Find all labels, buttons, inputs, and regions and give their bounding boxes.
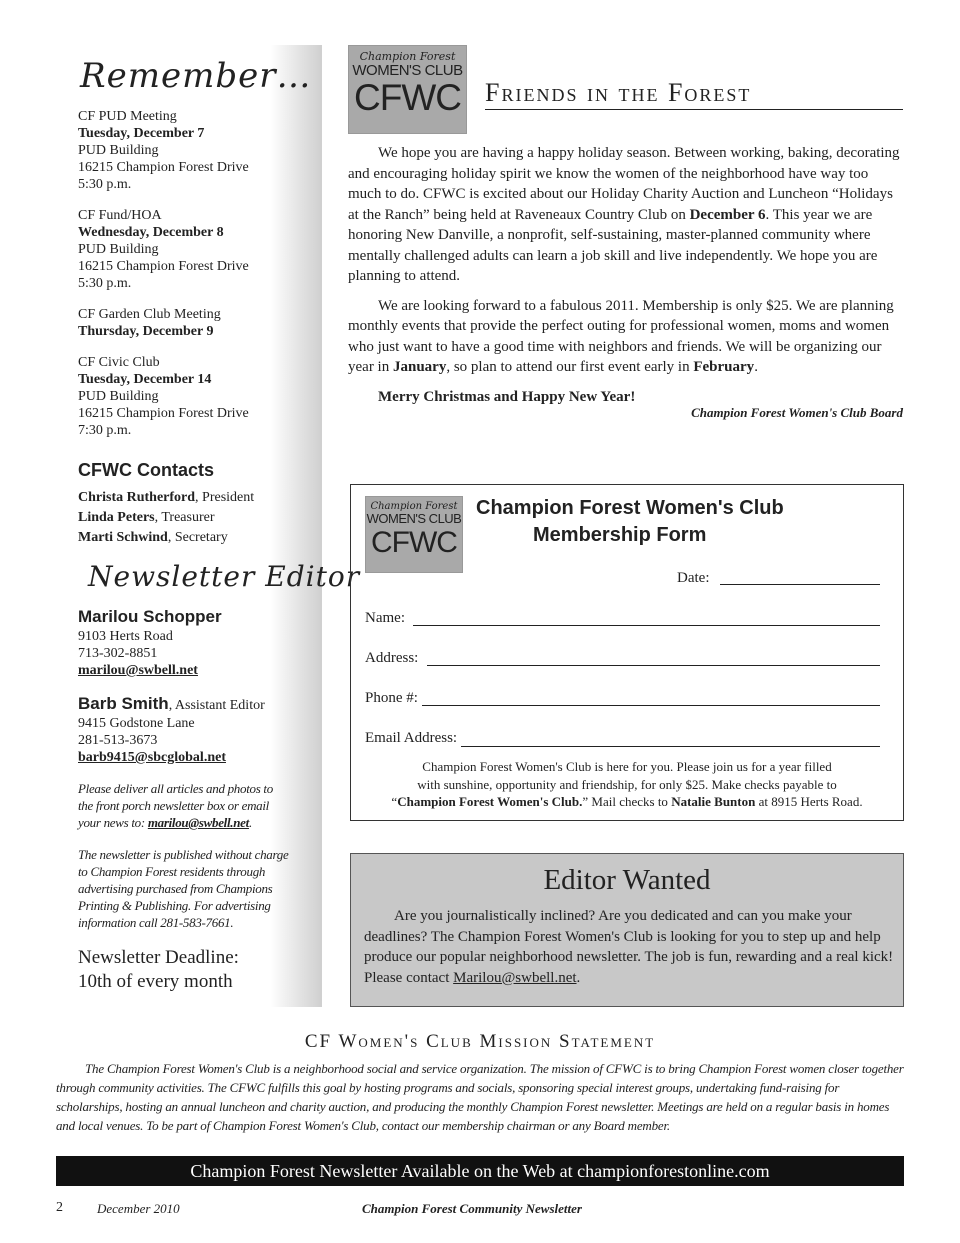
- logo-script: Champion Forest: [370, 501, 458, 512]
- contact-role: President: [198, 490, 255, 505]
- phone-label: Phone #:: [365, 690, 418, 706]
- editor-email-link[interactable]: marilou@swbell.net: [78, 663, 198, 678]
- deadline-label: Newsletter Deadline:: [78, 947, 239, 968]
- friends-paragraph-2: [348, 296, 903, 378]
- editor-name: Marilou Schopper: [78, 607, 222, 626]
- event-date: Tuesday, December 7: [78, 126, 205, 141]
- deadline-value: 10th of every month: [78, 971, 233, 992]
- logo-script: Champion Forest: [359, 50, 456, 63]
- contact-name: Linda Peters: [78, 510, 155, 525]
- event-name: CF PUD Meeting: [78, 109, 177, 124]
- event-address: 16215 Champion Forest Drive: [78, 406, 249, 421]
- deliver-note-end: .: [248, 815, 252, 830]
- friends-paragraph-1: [348, 143, 903, 287]
- event-address: 16215 Champion Forest Drive: [78, 160, 249, 175]
- assistant-info: [78, 693, 318, 766]
- event-time: 5:30 p.m.: [78, 276, 132, 291]
- editor-wanted-end: .: [576, 969, 581, 986]
- friends-title-rule: [485, 109, 903, 110]
- event-name: CF Fund/HOA: [78, 208, 162, 223]
- assistant-street: 9415 Godstone Lane: [78, 716, 195, 731]
- mission-title: CF Women's Club Mission Statement: [304, 1031, 656, 1052]
- contact-name: Marti Schwind: [78, 530, 168, 545]
- name-label: Name:: [365, 610, 405, 626]
- event-list: [78, 108, 308, 453]
- name-field[interactable]: [413, 625, 880, 626]
- logo-cfwc: CFWC: [354, 77, 461, 118]
- event-item: [78, 306, 308, 340]
- form-note-line3: [351, 793, 903, 811]
- editor-wanted-email-link[interactable]: Marilou@swbell.net: [453, 969, 577, 986]
- address-field[interactable]: [427, 665, 880, 666]
- cfwc-logo: [348, 45, 467, 134]
- event-address: 16215 Champion Forest Drive: [78, 259, 249, 274]
- p2-bold-january: January: [392, 359, 447, 375]
- deliver-note-text: Please deliver all articles and photos to the front porch newsletter box or email your news to:: [78, 781, 273, 830]
- web-banner: Champion Forest Newsletter Available on the Web at championforestonline.com: [56, 1156, 904, 1186]
- form-title-line1: Champion Forest Women's Club: [476, 497, 784, 519]
- p2-text-b: , so plan to attend our first event early in: [446, 359, 694, 375]
- address-label: Address:: [365, 650, 419, 666]
- form-note: [351, 758, 903, 811]
- newsletter-deadline: [78, 946, 239, 994]
- p1-text-b: . This year we are honoring New Danville, a nonprofit, self-sustaining, master-planned community where mentally challenged adults can learn a job skill and live independently. We hope you are planning to attend.: [348, 206, 878, 284]
- friends-title: Friends in the Forest: [485, 78, 752, 107]
- event-place: PUD Building: [78, 389, 159, 404]
- editor-wanted-box: [350, 853, 904, 1007]
- event-name: CF Civic Club: [78, 355, 160, 370]
- event-name: CF Garden Club Meeting: [78, 307, 221, 322]
- p2-bold-february: February: [693, 359, 755, 375]
- contacts-heading: CFWC Contacts: [78, 460, 214, 480]
- newsletter-editor-heading: Newsletter Editor: [88, 560, 361, 593]
- assistant-email-link[interactable]: barb9415@sbcglobal.net: [78, 750, 226, 765]
- contact-item: Linda Peters, Treasurer: [78, 510, 215, 525]
- editor-wanted-body: Are you journalistically inclined? Are you dedicated and can you make your deadlines? The Champion Forest Women's Club is looking for you to step up and help produce our popular neighborhood newsletter. The job is fun, rewarding and a real kick! Please contact: [364, 908, 894, 986]
- contact-role: Secretary: [171, 530, 228, 545]
- event-item: [78, 207, 308, 292]
- remember-heading: Remember…: [80, 56, 312, 96]
- page-number: 2: [56, 1200, 63, 1215]
- event-place: PUD Building: [78, 143, 159, 158]
- form-note-line2: with sunshine, opportunity and friendship, for only $25. Make checks payable to: [417, 776, 837, 792]
- contacts-list: [78, 488, 308, 548]
- contact-item: Christa Rutherford, President: [78, 490, 255, 505]
- assistant-phone: 281-513-3673: [78, 733, 158, 748]
- contact-role: Treasurer: [158, 510, 215, 525]
- mission-text: The Champion Forest Women's Club is a neighborhood social and service organization. The mission of CFWC is to bring Champion Forest women closer together through community activities. The CFWC fulfills this goal by hosting programs and socials, sponsoring special interest groups, undertaking fund-raising for scholarships, hosting an annual luncheon and charity auction, and producing the monthly Champion Forest newsletter. Meetings are held on a regular basis in homes and local venues. To be part of Champion Forest Women's Club, contact our membership chairman or any Board member.: [56, 1061, 904, 1133]
- assistant-role: , Assistant Editor: [168, 698, 265, 713]
- footer-title: Champion Forest Community Newsletter: [362, 1201, 582, 1216]
- editor-info: [78, 606, 308, 679]
- contact-item: Marti Schwind, Secretary: [78, 530, 228, 545]
- membership-form: [350, 484, 904, 821]
- p1-bold: December 6: [689, 206, 766, 223]
- editor-wanted-title: Editor Wanted: [543, 864, 711, 896]
- p2-text-c: .: [754, 359, 758, 375]
- event-date: Wednesday, December 8: [78, 225, 224, 240]
- note-quote-open: “: [391, 794, 398, 809]
- note-address: at 8915 Herts Road.: [755, 794, 863, 809]
- event-item: [78, 354, 308, 439]
- p2-text-a: We are looking forward to a fabulous 2011. Membership is only $25. We are planning monthly events that provide the perfect outing for professional women, moms and women who just want to have a good time with neighbors and friends. We will be organizing our year in: [348, 297, 894, 375]
- event-place: PUD Building: [78, 242, 159, 257]
- date-label: Date:: [677, 570, 710, 586]
- friends-greeting: Merry Christmas and Happy New Year!: [378, 388, 636, 405]
- logo-cfwc: CFWC: [371, 526, 457, 559]
- form-note-line1: Champion Forest Women's Club is here for you. Please join us for a year filled: [422, 759, 832, 774]
- deliver-email-link[interactable]: marilou@swbell.net: [147, 815, 249, 830]
- editor-phone: 713-302-8851: [78, 646, 158, 661]
- friends-body: [348, 143, 903, 407]
- p1-text-a: We hope you are having a happy holiday season. Between working, baking, decorating and encouraging holiday spirit we know the women of the neighborhood have way too much to do. CFWC is excited about our Holiday Charity Auction and Luncheon “Holidays at the Ranch” being held at Raveneaux Country Club on: [348, 145, 900, 223]
- event-date: Thursday, December 9: [78, 324, 214, 339]
- logo-womens-club: WOMEN'S CLUB: [352, 62, 463, 79]
- contact-name: Christa Rutherford: [78, 490, 196, 505]
- note-recipient: Natalie Bunton: [671, 794, 756, 809]
- event-time: 7:30 p.m.: [78, 423, 132, 438]
- email-label: Email Address:: [365, 730, 458, 746]
- form-title-line2: Membership Form: [533, 524, 707, 546]
- date-field[interactable]: [720, 584, 880, 585]
- footer-date: December 2010: [97, 1201, 180, 1216]
- note-mail-text: ” Mail checks to: [582, 794, 672, 809]
- editor-wanted-text: [364, 906, 894, 988]
- logo-womens-club: WOMEN'S CLUB: [366, 511, 462, 526]
- event-date: Tuesday, December 14: [78, 372, 212, 387]
- event-time: 5:30 p.m.: [78, 177, 132, 192]
- event-item: [78, 108, 308, 193]
- form-cfwc-logo: [365, 496, 463, 573]
- publish-note: The newsletter is published without charge to Champion Forest residents through advertising purchased from Champions Printing & Publishing. For advertising information call 281-583-7661.: [78, 847, 289, 930]
- note-payee: Champion Forest Women's Club.: [397, 794, 583, 809]
- friends-signature: Champion Forest Women's Club Board: [691, 405, 903, 420]
- assistant-name: Barb Smith: [78, 694, 169, 713]
- email-field[interactable]: [461, 746, 880, 747]
- phone-field[interactable]: [422, 705, 880, 706]
- deliver-note: [78, 780, 278, 831]
- editor-street: 9103 Herts Road: [78, 629, 173, 644]
